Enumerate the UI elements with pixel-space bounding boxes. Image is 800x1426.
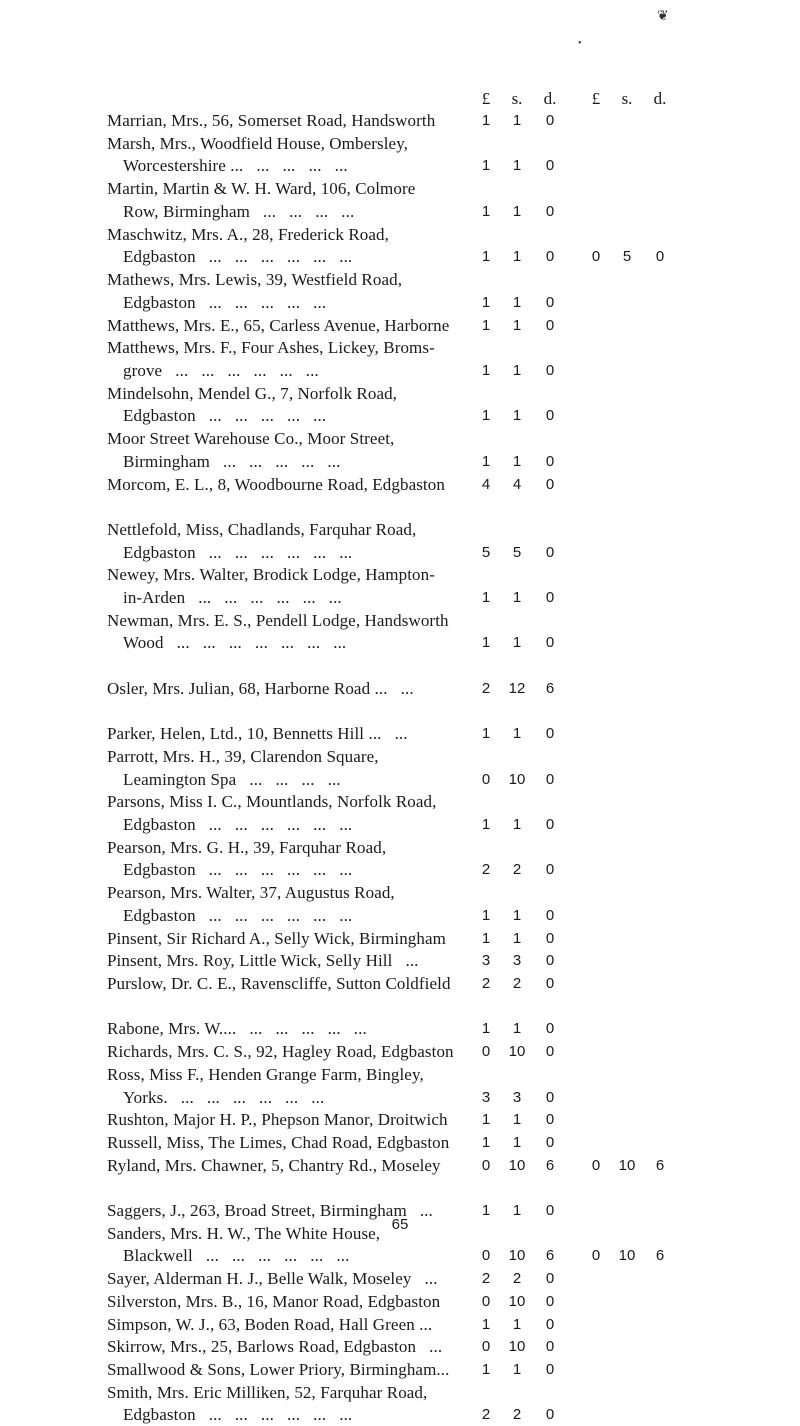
entry-text: Simpson, W. J., 63, Boden Road, Hall Green ... [107, 1314, 433, 1334]
entry-text: Pearson, Mrs. G. H., 39, Farquhar Road, [107, 837, 387, 857]
subtotal-pence: 6 [655, 1247, 665, 1265]
amount-pounds: 1 [481, 589, 491, 606]
amount-pence: 0 [545, 1133, 555, 1151]
amount-shillings: 1 [512, 452, 522, 470]
entry-text: Skirrow, Mrs., 25, Barlows Road, Edgbaston ... [107, 1337, 443, 1357]
page-number: 65 [391, 1216, 409, 1233]
list-item [0, 1245, 800, 1267]
amount-pounds: 1 [481, 1202, 491, 1219]
entry-text: Pearson, Mrs. Walter, 37, Augustus Road, [107, 883, 395, 903]
list-item [0, 837, 800, 859]
entry-text: Pinsent, Mrs. Roy, Little Wick, Selly Hill ... [107, 951, 419, 971]
amount-pence: 0 [545, 1315, 555, 1333]
amount-pence: 0 [545, 861, 555, 879]
amount-pence: 6 [545, 1247, 555, 1265]
entry-text: Smith, Mrs. Eric Milliken, 52, Farquhar Road, [107, 1382, 428, 1402]
entry-text: Sanders, Mrs. H. W., The White House, [107, 1223, 381, 1243]
entry-text: Richards, Mrs. C. S., 92, Hagley Road, Edgbaston [107, 1042, 454, 1061]
entry-text: Edgbaston ... ... ... ... ... ... [123, 860, 353, 880]
entry-text: Nettlefold, Miss, Chadlands, Farquhar Road, [107, 519, 417, 539]
amount-pence: 0 [545, 1111, 555, 1129]
list-item [0, 360, 800, 382]
list-item [0, 1132, 800, 1154]
pence-heading-1: d. [543, 89, 557, 108]
amount-pounds: 0 [481, 1247, 491, 1265]
amount-pounds: 1 [481, 725, 491, 743]
list-item [0, 1359, 800, 1381]
entry-text: Maschwitz, Mrs. A., 28, Frederick Road, [107, 224, 389, 244]
list-item [0, 1041, 800, 1063]
amount-pence: 0 [545, 452, 555, 470]
entry-text: Purslow, Dr. C. E., Ravenscliffe, Sutton Coldfield [107, 974, 451, 993]
amount-shillings: 1 [512, 112, 522, 129]
amount-pence: 0 [545, 1270, 555, 1288]
amount-shillings: 1 [512, 725, 522, 743]
list-item [0, 474, 800, 496]
amount-pence: 0 [545, 906, 555, 924]
list-item [0, 1314, 800, 1336]
amount-pence: 0 [545, 543, 555, 561]
amount-pence: 0 [545, 293, 555, 311]
list-item [0, 246, 800, 268]
amount-shillings: 10 [508, 1043, 526, 1060]
list-item [0, 746, 800, 768]
amount-pounds: 3 [481, 952, 491, 970]
amount-pounds: 1 [481, 816, 491, 833]
amount-shillings: 1 [512, 202, 522, 220]
list-item [0, 451, 800, 473]
list-item [0, 632, 800, 654]
amount-shillings: 1 [512, 248, 522, 266]
list-item [0, 905, 800, 927]
subtotal-shillings: 10 [618, 1156, 636, 1174]
printer-mark: ❦ [657, 9, 669, 24]
entry-text: Mathews, Mrs. Lewis, 39, Westfield Road, [107, 270, 403, 289]
amount-pence: 0 [545, 361, 555, 379]
list-item [0, 564, 800, 586]
entry-text: Edgbaston ... ... ... ... ... [123, 292, 327, 312]
amount-pounds: 1 [481, 157, 491, 175]
amount-shillings: 1 [512, 1020, 522, 1038]
amount-pounds: 0 [481, 770, 491, 788]
subtotal-pence: 6 [655, 1156, 665, 1174]
list-item [0, 1109, 800, 1131]
amount-pounds: 1 [481, 929, 491, 947]
subtotal-pounds: 0 [591, 248, 601, 266]
entry-text: Worcestershire ... ... ... ... ... [123, 156, 348, 176]
list-item [0, 1404, 800, 1426]
list-item [0, 882, 800, 904]
entry-text: Blackwell ... ... ... ... ... ... [123, 1246, 350, 1266]
list-item [0, 1155, 800, 1177]
list-item [0, 428, 800, 450]
amount-shillings: 2 [512, 975, 522, 992]
amount-shillings: 10 [508, 1156, 526, 1174]
amount-pounds: 1 [481, 1020, 491, 1038]
amount-pounds: 2 [481, 861, 491, 879]
amount-pence: 0 [545, 248, 555, 266]
list-item [0, 178, 800, 200]
amount-pounds: 1 [481, 452, 491, 470]
amount-pounds: 0 [481, 1156, 491, 1174]
list-item [0, 1018, 800, 1040]
list-item [0, 1336, 800, 1358]
subtotal-shillings: 10 [618, 1247, 636, 1265]
entry-text: Ross, Miss F., Henden Grange Farm, Bingley, [107, 1064, 424, 1084]
amount-pence: 0 [545, 475, 555, 493]
amount-shillings: 1 [512, 1315, 522, 1333]
amount-pounds: 1 [481, 1133, 491, 1151]
amount-pence: 0 [545, 1292, 555, 1310]
amount-pounds: 0 [481, 1338, 491, 1356]
amount-pounds: 1 [481, 1361, 491, 1378]
amount-shillings: 2 [512, 1406, 522, 1424]
amount-pence: 0 [545, 634, 555, 652]
amount-pence: 0 [545, 202, 555, 220]
amount-pence: 0 [545, 407, 555, 425]
amount-shillings: 2 [512, 1270, 522, 1288]
amount-pence: 0 [545, 725, 555, 743]
list-item [0, 950, 800, 972]
amount-shillings: 1 [512, 1361, 522, 1378]
entry-text: Smallwood & Sons, Lower Priory, Birmingham... [107, 1360, 450, 1379]
amount-pounds: 2 [481, 679, 491, 697]
entry-text: Parker, Helen, Ltd., 10, Bennetts Hill ... ... [107, 724, 408, 744]
entry-text: Sayer, Alderman H. J., Belle Walk, Moseley ... [107, 1269, 438, 1289]
amount-pounds: 1 [481, 1315, 491, 1333]
stray-dot: • [578, 38, 582, 49]
entry-text: Newey, Mrs. Walter, Brodick Lodge, Hampton- [107, 565, 436, 585]
amount-shillings: 10 [508, 1292, 526, 1310]
amount-pounds: 1 [481, 634, 491, 652]
column-header [0, 88, 800, 110]
entry-text: in-Arden ... ... ... ... ... ... [123, 588, 342, 607]
entry-text: Leamington Spa ... ... ... ... [123, 769, 341, 789]
amount-pounds: 2 [481, 1270, 491, 1288]
amount-pence: 0 [545, 1202, 555, 1219]
amount-pounds: 1 [481, 316, 491, 334]
amount-pounds: 1 [481, 361, 491, 379]
entry-text: Marrian, Mrs., 56, Somerset Road, Handsworth [107, 111, 436, 130]
list-item [0, 814, 800, 836]
amount-shillings: 1 [512, 816, 522, 833]
amount-pence: 0 [545, 929, 555, 947]
entry-text: Row, Birmingham ... ... ... ... [123, 201, 355, 221]
pence-heading-2: d. [653, 89, 667, 108]
amount-shillings: 1 [512, 589, 522, 606]
list-item [0, 1268, 800, 1290]
pounds-heading-1: £ [481, 89, 491, 108]
entry-text: Edgbaston ... ... ... ... ... ... [123, 905, 353, 925]
entry-text: Parrott, Mrs. H., 39, Clarendon Square, [107, 746, 379, 766]
list-item [0, 610, 800, 632]
amount-shillings: 1 [512, 1202, 522, 1219]
list-item [0, 678, 800, 700]
list-item [0, 1382, 800, 1404]
list-item [0, 110, 800, 132]
amount-pounds: 1 [481, 407, 491, 425]
entry-text: Yorks. ... ... ... ... ... ... [123, 1087, 325, 1107]
list-item [0, 405, 800, 427]
amount-shillings: 4 [512, 475, 522, 493]
list-item [0, 383, 800, 405]
amount-pounds: 1 [481, 293, 491, 311]
amount-shillings: 1 [512, 1111, 522, 1129]
amount-pounds: 4 [481, 475, 491, 493]
amount-shillings: 1 [512, 1133, 522, 1151]
amount-pence: 6 [545, 679, 555, 697]
entry-text: Rushton, Major H. P., Phepson Manor, Droitwich [107, 1110, 448, 1130]
amount-pence: 6 [545, 1156, 555, 1174]
entry-text: Morcom, E. L., 8, Woodbourne Road, Edgbaston [107, 474, 445, 494]
amount-shillings: 1 [512, 293, 522, 311]
amount-shillings: 10 [508, 1338, 526, 1356]
amount-shillings: 3 [512, 952, 522, 970]
amount-shillings: 1 [512, 316, 522, 334]
list-item [0, 337, 800, 359]
amount-shillings: 1 [512, 361, 522, 379]
list-item [0, 155, 800, 177]
entry-text: Edgbaston ... ... ... ... ... ... [123, 815, 353, 834]
list-item [0, 519, 800, 541]
subtotal-pounds: 0 [591, 1156, 601, 1174]
list-item [0, 542, 800, 564]
list-item [0, 201, 800, 223]
list-item [0, 1291, 800, 1313]
subtotal-shillings: 5 [622, 248, 632, 266]
amount-pounds: 2 [481, 975, 491, 992]
entry-text: Matthews, Mrs. F., Four Ashes, Lickey, Broms- [107, 338, 435, 358]
list-item [0, 1064, 800, 1086]
amount-pence: 0 [545, 316, 555, 334]
list-item [0, 269, 800, 291]
amount-pence: 0 [545, 952, 555, 970]
list-item [0, 587, 800, 609]
shillings-heading-2: s. [621, 89, 633, 108]
amount-pounds: 0 [481, 1292, 491, 1310]
list-item [0, 791, 800, 813]
amount-pounds: 5 [481, 543, 491, 561]
amount-pence: 0 [545, 112, 555, 129]
entry-text: Newman, Mrs. E. S., Pendell Lodge, Handsworth [107, 610, 449, 630]
amount-pence: 0 [545, 1361, 555, 1378]
list-item [0, 859, 800, 881]
amount-pounds: 1 [481, 1111, 491, 1129]
entry-text: Matthews, Mrs. E., 65, Carless Avenue, Harborne [107, 315, 450, 335]
amount-pounds: 1 [481, 202, 491, 220]
entry-text: Silverston, Mrs. B., 16, Manor Road, Edgbaston [107, 1291, 441, 1311]
entry-text: Parsons, Miss I. C., Mountlands, Norfolk Road, [107, 792, 437, 812]
list-item [0, 973, 800, 995]
entry-text: Pinsent, Sir Richard A., Selly Wick, Birmingham [107, 928, 446, 948]
pounds-heading-2: £ [591, 89, 601, 108]
list-item [0, 315, 800, 337]
subtotal-pounds: 0 [591, 1247, 601, 1265]
amount-pence: 0 [545, 1043, 555, 1060]
amount-shillings: 10 [508, 770, 526, 788]
amount-shillings: 1 [512, 407, 522, 425]
subtotal-pence: 0 [655, 248, 665, 266]
entry-text: Marsh, Mrs., Woodfield House, Ombersley, [107, 133, 409, 153]
entry-text: Edgbaston ... ... ... ... ... [123, 406, 327, 426]
amount-pounds: 1 [481, 906, 491, 924]
amount-pounds: 1 [481, 248, 491, 266]
amount-pence: 0 [545, 975, 555, 992]
entry-text: Edgbaston ... ... ... ... ... ... [123, 1405, 353, 1425]
entry-text: Wood ... ... ... ... ... ... ... [123, 633, 347, 653]
entry-text: Russell, Miss, The Limes, Chad Road, Edgbaston [107, 1132, 450, 1152]
entry-text: Edgbaston ... ... ... ... ... ... [123, 247, 353, 267]
list-item [0, 133, 800, 155]
amount-pounds: 2 [481, 1406, 491, 1424]
entry-text: grove ... ... ... ... ... ... [123, 360, 319, 380]
list-item [0, 769, 800, 791]
amount-shillings: 1 [512, 929, 522, 947]
entry-text: Birmingham ... ... ... ... ... [123, 451, 341, 471]
amount-shillings: 5 [512, 543, 522, 561]
amount-shillings: 12 [508, 679, 526, 697]
entry-text: Ryland, Mrs. Chawner, 5, Chantry Rd., Moseley [107, 1155, 441, 1175]
amount-shillings: 1 [512, 634, 522, 652]
list-item [0, 723, 800, 745]
entry-text: Mindelsohn, Mendel G., 7, Norfolk Road, [107, 383, 398, 403]
amount-shillings: 10 [508, 1247, 526, 1265]
amount-shillings: 2 [512, 861, 522, 879]
amount-pence: 0 [545, 1020, 555, 1038]
amount-pence: 0 [545, 1338, 555, 1356]
amount-pounds: 3 [481, 1088, 491, 1106]
shillings-heading-1: s. [511, 89, 523, 108]
amount-pence: 0 [545, 770, 555, 788]
entry-text: Saggers, J., 263, Broad Street, Birmingham ... [107, 1201, 433, 1220]
amount-pounds: 0 [481, 1043, 491, 1060]
amount-pence: 0 [545, 157, 555, 175]
amount-pence: 0 [545, 816, 555, 833]
amount-shillings: 3 [512, 1088, 522, 1106]
amount-shillings: 1 [512, 157, 522, 175]
entry-text: Osler, Mrs. Julian, 68, Harborne Road ... ... [107, 678, 414, 698]
amount-shillings: 1 [512, 906, 522, 924]
list-item [0, 928, 800, 950]
list-item [0, 292, 800, 314]
list-item [0, 224, 800, 246]
entry-text: Martin, Martin & W. H. Ward, 106, Colmore [107, 179, 416, 199]
amount-pence: 0 [545, 1088, 555, 1106]
entry-text: Edgbaston ... ... ... ... ... ... [123, 542, 353, 562]
entry-text: Rabone, Mrs. W.... ... ... ... ... ... [107, 1019, 367, 1039]
entry-text: Moor Street Warehouse Co., Moor Street, [107, 429, 395, 449]
amount-pounds: 1 [481, 112, 491, 129]
amount-pence: 0 [545, 589, 555, 606]
amount-pence: 0 [545, 1406, 555, 1424]
list-item [0, 1087, 800, 1109]
